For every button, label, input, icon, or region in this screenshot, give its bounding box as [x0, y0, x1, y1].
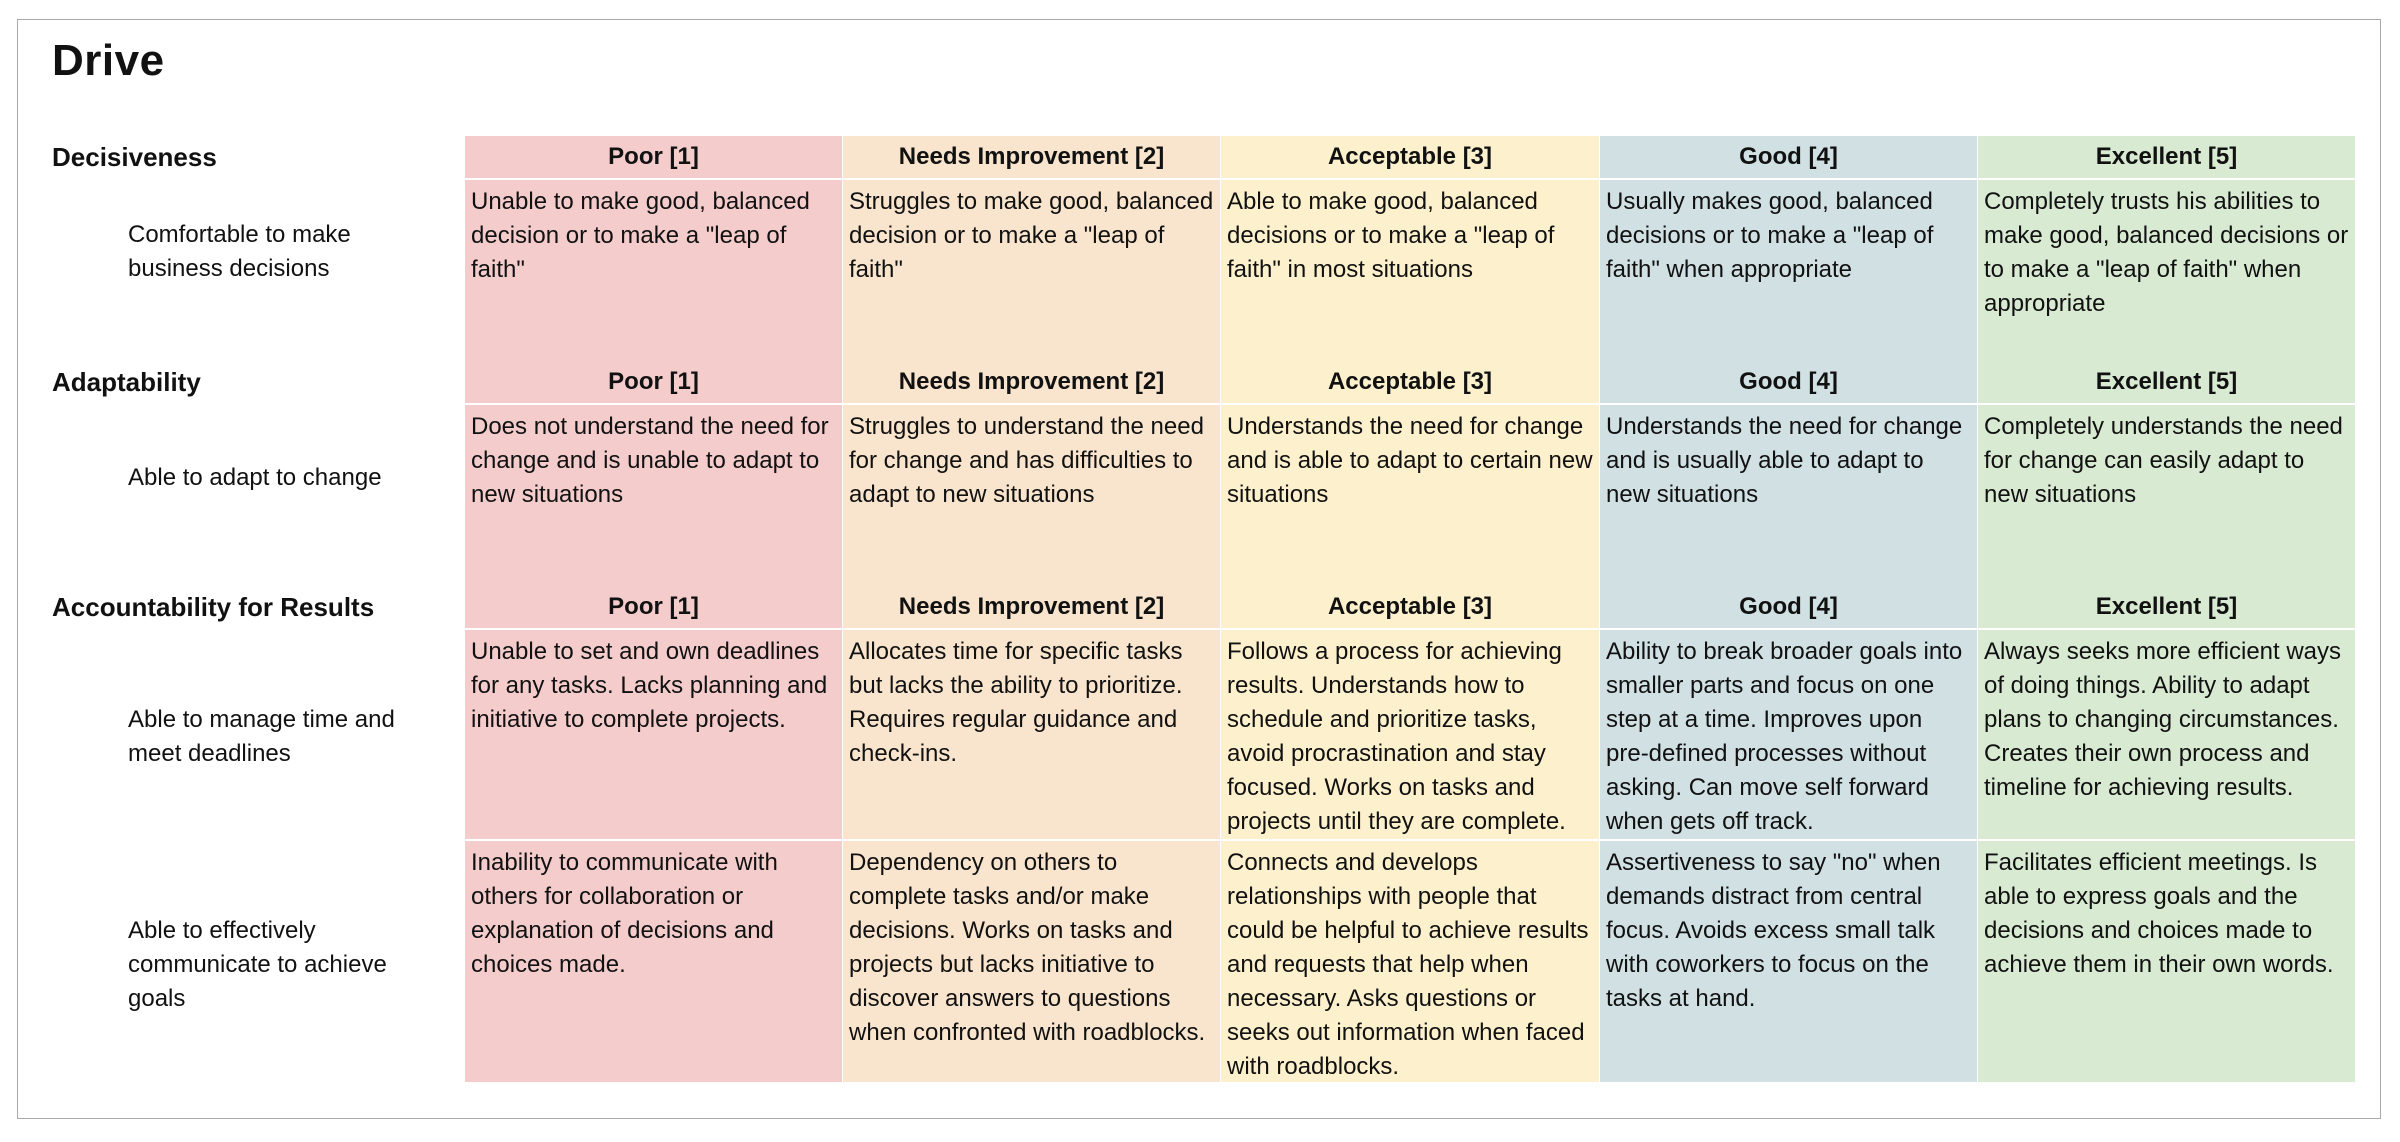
rating-header-good: Good [4] — [1600, 361, 1977, 403]
criterion-label: Able to effectively communicate to achieve goals — [128, 917, 387, 1012]
rubric-table-accountability — [465, 586, 2356, 1082]
rubric-cell-poor: Unable to set and own deadlines for any tasks. Lacks planning and initiative to complete projects. — [465, 628, 842, 839]
rubric-table-decisiveness — [465, 136, 2356, 366]
rubric-cell-acceptable: Follows a process for achieving results. Understands how to schedule and prioritize tasks, avoid procrastination and stay focused. Works on tasks and projects until they are complete. — [1221, 628, 1599, 839]
rating-header-poor: Poor [1] — [465, 136, 842, 178]
rubric-cell-good: Ability to break broader goals into smaller parts and focus on one step at a time. Improves upon pre-defined processes without asking. Can move self forward when gets off track. — [1600, 628, 1977, 839]
criterion-label: Able to adapt to change — [128, 464, 382, 491]
rubric-cell-excellent: Completely understands the need for change can easily adapt to new situations — [1978, 403, 2355, 590]
rubric-cell-excellent: Completely trusts his abilities to make good, balanced decisions or to make a "leap of faith" when appropriate — [1978, 178, 2355, 366]
rating-header-excellent: Excellent [5] — [1978, 136, 2355, 178]
rubric-cell-needs-improvement: Dependency on others to complete tasks and/or make decisions. Works on tasks and projects but lacks initiative to discover answers to questions when confronted with roadblocks. — [843, 839, 1220, 1082]
rubric-cell-excellent: Always seeks more efficient ways of doing things. Ability to adapt plans to changing circumstances. Creates their own process and timeline for achieving results. — [1978, 628, 2355, 839]
rating-header-acceptable: Acceptable [3] — [1221, 136, 1599, 178]
rubric-cell-needs-improvement: Struggles to make good, balanced decision or to make a "leap of faith" — [843, 178, 1220, 366]
rubric-cell-needs-improvement: Allocates time for specific tasks but lacks the ability to prioritize. Requires regular guidance and check-ins. — [843, 628, 1220, 839]
rating-header-poor: Poor [1] — [465, 361, 842, 403]
section-title-adaptability: Adaptability — [52, 367, 201, 397]
rubric-cell-good: Assertiveness to say "no" when demands distract from central focus. Avoids excess small talk with coworkers to focus on the tasks at hand. — [1600, 839, 1977, 1082]
rubric-cell-acceptable: Connects and develops relationships with people that could be helpful to achieve results and requests that help when necessary. Asks questions or seeks out information when faced with roadblocks. — [1221, 839, 1599, 1082]
rubric-cell-poor: Does not understand the need for change and is unable to adapt to new situations — [465, 403, 842, 590]
rubric-cell-poor: Inability to communicate with others for collaboration or explanation of decisions and choices made. — [465, 839, 842, 1082]
section-title-decisiveness: Decisiveness — [52, 142, 217, 172]
page-title: Drive — [52, 36, 165, 85]
rubric-cell-acceptable: Understands the need for change and is able to adapt to certain new situations — [1221, 403, 1599, 590]
rating-header-acceptable: Acceptable [3] — [1221, 361, 1599, 403]
rating-header-acceptable: Acceptable [3] — [1221, 586, 1599, 628]
rubric-cell-excellent: Facilitates efficient meetings. Is able to express goals and the decisions and choices made to achieve them in their own words. — [1978, 839, 2355, 1082]
criterion-label: Able to manage time and meet deadlines — [128, 706, 395, 767]
section-title-accountability-for-results: Accountability for Results — [52, 592, 375, 622]
rubric-cell-acceptable: Able to make good, balanced decisions or to make a "leap of faith" in most situations — [1221, 178, 1599, 366]
rating-header-needs-improvement: Needs Improvement [2] — [843, 361, 1220, 403]
rating-header-needs-improvement: Needs Improvement [2] — [843, 136, 1220, 178]
rating-header-excellent: Excellent [5] — [1978, 361, 2355, 403]
criterion-label: Comfortable to make business decisions — [128, 221, 351, 282]
rating-header-needs-improvement: Needs Improvement [2] — [843, 586, 1220, 628]
rubric-table-adaptability — [465, 361, 2356, 590]
rating-header-good: Good [4] — [1600, 136, 1977, 178]
rating-header-poor: Poor [1] — [465, 586, 842, 628]
rubric-cell-poor: Unable to make good, balanced decision or to make a "leap of faith" — [465, 178, 842, 366]
rubric-cell-good: Understands the need for change and is usually able to adapt to new situations — [1600, 403, 1977, 590]
rubric-cell-needs-improvement: Struggles to understand the need for change and has difficulties to adapt to new situations — [843, 403, 1220, 590]
rubric-cell-good: Usually makes good, balanced decisions or to make a "leap of faith" when appropriate — [1600, 178, 1977, 366]
rating-header-excellent: Excellent [5] — [1978, 586, 2355, 628]
rating-header-good: Good [4] — [1600, 586, 1977, 628]
